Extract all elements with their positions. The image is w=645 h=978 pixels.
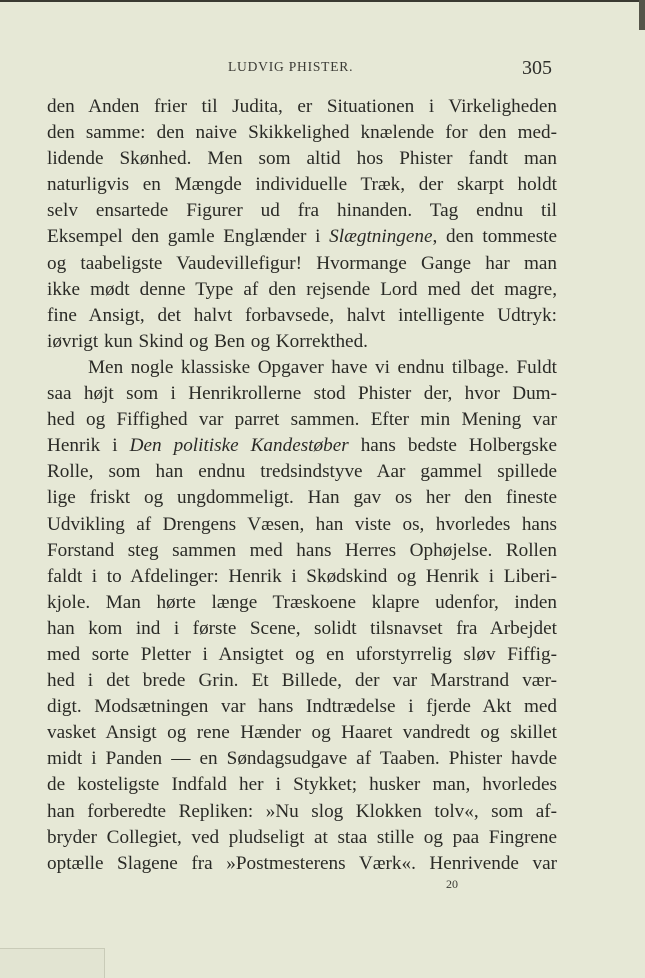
text-line xyxy=(47,720,557,746)
text-line xyxy=(47,825,557,851)
text-line xyxy=(47,407,557,433)
text-line xyxy=(47,355,557,381)
text-segment: Eksempel den gamle Englænder i xyxy=(47,226,330,248)
text-line xyxy=(47,303,557,329)
text-segment: de kosteligste Indfald her i Stykket; husker man, hvorledes xyxy=(47,774,557,796)
text-line xyxy=(47,329,557,355)
text-line xyxy=(47,538,557,564)
text-line xyxy=(47,433,557,459)
text-segment: kjole. Man hørte længe Træskoene klapre udenfor, inden xyxy=(47,591,557,613)
text-segment: den Anden frier til Judita, er Situationen i Virkeligheden xyxy=(47,96,557,117)
text-segment: saa højt som i Henrikrollerne stod Phister der, hvor Dum- xyxy=(47,383,557,405)
text-line xyxy=(47,512,557,538)
text-line xyxy=(47,668,557,694)
text-line xyxy=(47,642,557,668)
text-line xyxy=(47,94,557,120)
text-segment: faldt i to Afdelinger: Henrik i Skødskind og Henrik i Liberi- xyxy=(47,565,557,587)
page-body-text xyxy=(47,94,557,877)
scan-right-edge xyxy=(639,0,645,30)
text-segment: , den tommeste xyxy=(432,226,558,248)
signature-mark: 20 xyxy=(446,877,458,891)
text-segment: den samme: den naive Skikkelighed knælende for den med- xyxy=(47,122,557,144)
text-line xyxy=(47,381,557,407)
text-segment: hans bedste Holbergske xyxy=(348,435,557,457)
paper-edge-stub xyxy=(0,948,105,978)
text-segment: hed og Fiffighed var parret sammen. Efter min Mening var xyxy=(47,409,557,431)
text-segment: Forstand steg sammen med hans Herres Ophøjelse. Rollen xyxy=(47,539,557,561)
text-segment: han kom ind i første Scene, solidt tilsnavset fra Arbejdet xyxy=(47,617,557,639)
text-segment: iøvrigt kun Skind og Ben og Korrekthed. xyxy=(47,330,368,352)
running-title: LUDVIG PHISTER. xyxy=(228,59,354,74)
text-segment: lige friskt og ungdommeligt. Han gav os her den fineste xyxy=(47,487,557,509)
text-line xyxy=(47,459,557,485)
text-line xyxy=(47,172,557,198)
page-number: 305 xyxy=(522,57,552,79)
text-line xyxy=(47,277,557,303)
text-line xyxy=(47,772,557,798)
text-line xyxy=(47,120,557,146)
text-segment: og taabeligste Vaudevillefigur! Hvormange Gange har man xyxy=(47,252,557,274)
text-line xyxy=(47,198,557,224)
text-line xyxy=(47,146,557,172)
italic-title: Slægtningene xyxy=(329,226,433,248)
scan-top-edge xyxy=(0,0,645,2)
text-segment: Udvikling af Drengens Væsen, han viste os, hvorledes hans xyxy=(47,513,557,535)
text-line xyxy=(47,851,557,877)
text-segment: vasket Ansigt og rene Hænder og Haaret vandredt og skillet xyxy=(47,722,557,744)
text-segment: Henrik i xyxy=(47,435,130,457)
italic-title: Den politiske Kandestøber xyxy=(129,435,349,457)
text-segment: selv ensartede Figurer ud fra hinanden. Tag endnu til xyxy=(47,200,557,222)
text-segment: naturligvis en Mængde individuelle Træk, der skarpt holdt xyxy=(47,174,557,196)
text-segment: med sorte Pletter i Ansigtet og en uforstyrrelig sløv Fiffig- xyxy=(47,643,557,665)
text-segment: optælle Slagene fra »Postmesterens Værk«. Henrivende var xyxy=(47,852,557,874)
text-segment: Men nogle klassiske Opgaver have vi endnu tilbage. Fuldt xyxy=(88,356,557,378)
text-line xyxy=(47,746,557,772)
text-line xyxy=(47,251,557,277)
text-line xyxy=(47,694,557,720)
text-segment: fine Ansigt, det halvt forbavsede, halvt intelligente Udtryk: xyxy=(47,304,557,326)
text-line xyxy=(47,564,557,590)
text-segment: midt i Panden — en Søndagsudgave af Taaben. Phister havde xyxy=(47,748,557,770)
text-segment: digt. Modsætningen var hans Indtrædelse i fjerde Akt med xyxy=(47,696,557,718)
text-segment: lidende Skønhed. Men som altid hos Phister fandt man xyxy=(47,148,557,170)
text-segment: ikke mødt denne Type af den rejsende Lord med det magre, xyxy=(47,278,557,300)
text-line xyxy=(47,590,557,616)
text-line xyxy=(47,616,557,642)
text-segment: han forberedte Repliken: »Nu slog Klokken tolv«, som af- xyxy=(47,800,557,822)
text-line xyxy=(47,799,557,825)
text-segment: bryder Collegiet, ved pludseligt at staa stille og paa Fingrene xyxy=(47,826,557,848)
text-line xyxy=(47,224,557,250)
text-line xyxy=(47,485,557,511)
page-header xyxy=(0,59,645,79)
text-segment: hed i det brede Grin. Et Billede, der var Marstrand vær- xyxy=(47,670,557,692)
text-segment: Rolle, som han endnu tredsindstyve Aar gammel spillede xyxy=(47,461,557,483)
